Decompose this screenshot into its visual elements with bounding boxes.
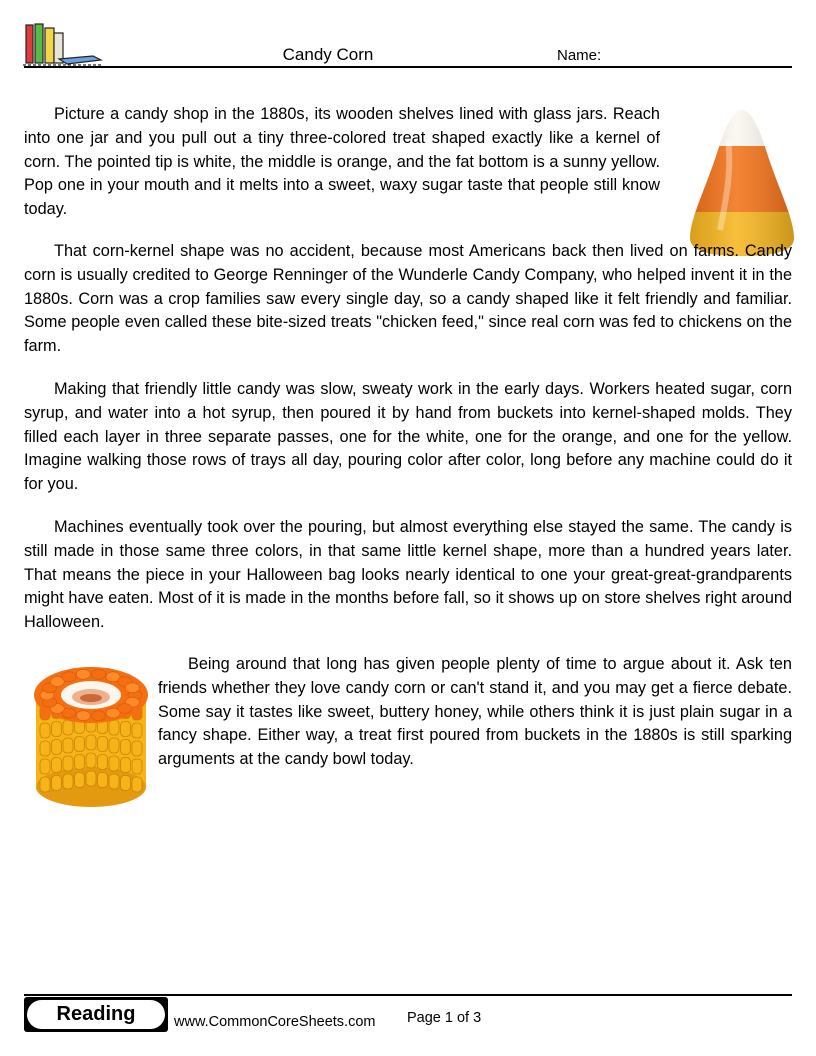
footer-divider xyxy=(24,994,792,996)
name-label: Name: xyxy=(557,47,602,64)
page-number: Page 1 of 3 xyxy=(407,1010,482,1026)
candy-corn-ring-image xyxy=(30,655,152,810)
paragraph-4: Machines eventually took over the pouring, but almost everything else stayed the same. The candy is still made in those same three colors, in that same little kernel shape, more than a hundred years later. That means the piece in your Halloween bag looks nearly identical to one your great-great-grandparents might have eaten. Most of it is made in the months before fall, so it shows up on store shelves right around Halloween. xyxy=(24,518,792,632)
candy-corn-image xyxy=(682,100,802,260)
paragraph-2: That corn-kernel shape was no accident, because most Americans back then lived on farms. Candy corn is usually credited to George Renninger of the Wunderle Candy Company, who helped invent it in the 1880s. Corn was a crop families saw every single day, so a candy shaped like it felt friendly and familiar. Some people even called these bite-sized treats "chicken feed," since real corn was fed to chickens on the farm. xyxy=(24,242,792,356)
worksheet-title: Candy Corn xyxy=(282,45,374,64)
reading-badge-label: Reading xyxy=(27,1000,165,1029)
reading-badge xyxy=(24,997,168,1032)
paragraph-1: Picture a candy shop in the 1880s, its wooden shelves lined with glass jars. Reach into one jar and you pull out a tiny three-colored treat shaped exactly like a kernel of corn. The pointed tip is white, the middle is orange, and the fat bottom is a sunny yellow. Pop one in your mouth and it melts into a sweet, waxy sugar taste that people still know today. xyxy=(24,105,660,219)
paragraph-3: Making that friendly little candy was slow, sweaty work in the early days. Workers heated sugar, corn syrup, and water into a hot syrup, then poured it by hand from buckets into kernel-shaped molds. They filled each layer in three separate passes, one for the white, one for the orange, and one for the yellow. Imagine walking those rows of trays all day, pouring color after color, long before any machine could do it for you. xyxy=(24,380,792,494)
site-url: www.CommonCoreSheets.com xyxy=(174,1014,376,1030)
paragraph-5: Being around that long has given people plenty of time to argue about it. Ask ten friends whether they love candy corn or can't stand it, and you may get a fierce debate. Some say it tastes like sweet, buttery honey, while others think it is just plain sugar in a fancy shape. Either way, a treat first poured from buckets in the 1880s is still sparking arguments at the candy bowl today. xyxy=(158,655,792,769)
header-divider xyxy=(24,66,792,68)
